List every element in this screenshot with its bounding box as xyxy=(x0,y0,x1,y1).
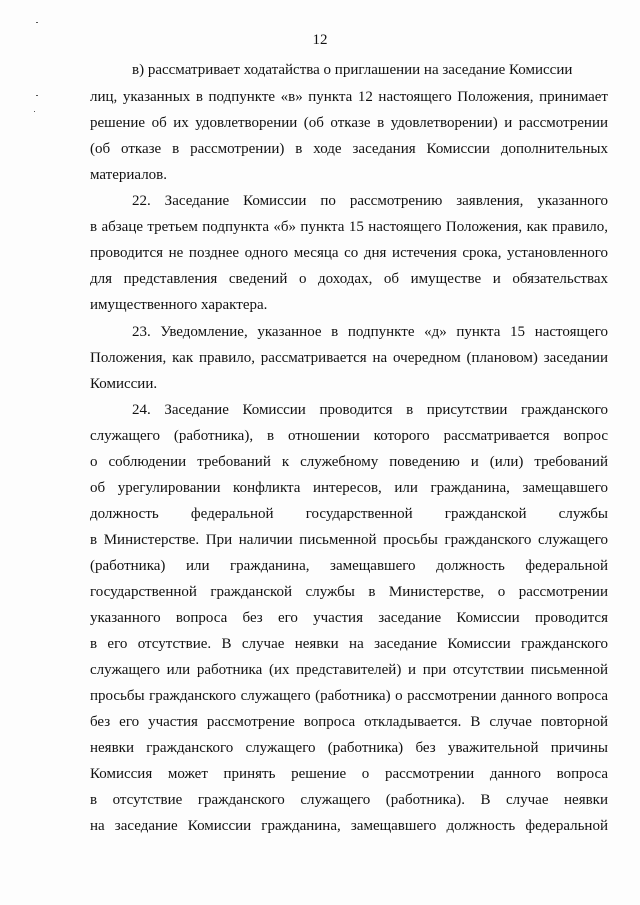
text-line: лиц, указанных в подпункте «в» пункта 12 настоящего Положения, принимает xyxy=(90,89,608,105)
text-line: указанного вопроса без его участия заседание Комиссии проводится xyxy=(90,610,608,626)
text-line: Комиссии. xyxy=(90,376,158,392)
text-line: проводится не позднее одного месяца со дня истечения срока, установленного xyxy=(90,245,608,261)
text-line: об урегулировании конфликта интересов, или гражданина, замещавшего xyxy=(90,480,608,496)
text-line: на заседание Комиссии гражданина, замещавшего должность федеральной xyxy=(90,818,608,834)
text-line: в его отсутствие. В случае неявки на заседание Комиссии гражданского xyxy=(90,636,608,652)
text-line: (работника) или гражданина, замещавшего должность федеральной xyxy=(90,558,608,574)
text-line: 24. Заседание Комиссии проводится в присутствии гражданского xyxy=(132,402,608,418)
text-line: в абзаце третьем подпункта «б» пункта 15 настоящего Положения, как правило, xyxy=(90,219,608,235)
text-line: государственной гражданской службы в Министерстве, о рассмотрении xyxy=(90,584,608,600)
scan-speck xyxy=(36,95,38,96)
text-line: должность федеральной государственной гражданской службы xyxy=(90,506,608,522)
text-line: для представления сведений о доходах, об имуществе и обязательствах xyxy=(90,271,608,287)
text-line: служащего (работника), в отношении которого рассматривается вопрос xyxy=(90,428,608,444)
text-line: о соблюдении требований к служебному поведению и (или) требований xyxy=(90,454,608,470)
text-line: имущественного характера. xyxy=(90,297,268,313)
text-line: служащего или работника (их представителей) и при отсутствии письменной xyxy=(90,662,608,678)
text-line: решение об их удовлетворении (об отказе в удовлетворении) и рассмотрении xyxy=(90,115,608,131)
text-line: в) рассматривает ходатайства о приглашении на заседание Комиссии xyxy=(132,62,573,78)
scan-speck xyxy=(36,22,38,23)
text-line: в Министерстве. При наличии письменной просьбы гражданского служащего xyxy=(90,532,608,548)
text-line: материалов. xyxy=(90,167,168,183)
text-line: просьбы гражданского служащего (работника) о рассмотрении данного вопроса xyxy=(90,688,608,704)
text-line: Комиссия может принять решение о рассмотрении данного вопроса xyxy=(90,766,608,782)
text-line: без его участия рассмотрение вопроса откладывается. В случае повторной xyxy=(90,714,608,730)
text-line: неявки гражданского служащего (работника) без уважительной причины xyxy=(90,740,608,756)
text-line: 22. Заседание Комиссии по рассмотрению заявления, указанного xyxy=(132,193,608,209)
text-line: в отсутствие гражданского служащего (работника). В случае неявки xyxy=(90,792,608,808)
text-line: 23. Уведомление, указанное в подпункте «д» пункта 15 настоящего xyxy=(132,324,608,340)
text-line: Положения, как правило, рассматривается на очередном (плановом) заседании xyxy=(90,350,608,366)
scan-speck xyxy=(34,111,35,112)
page-number: 12 xyxy=(312,32,328,48)
text-line: (об отказе в рассмотрении) в ходе заседания Комиссии дополнительных xyxy=(90,141,608,157)
